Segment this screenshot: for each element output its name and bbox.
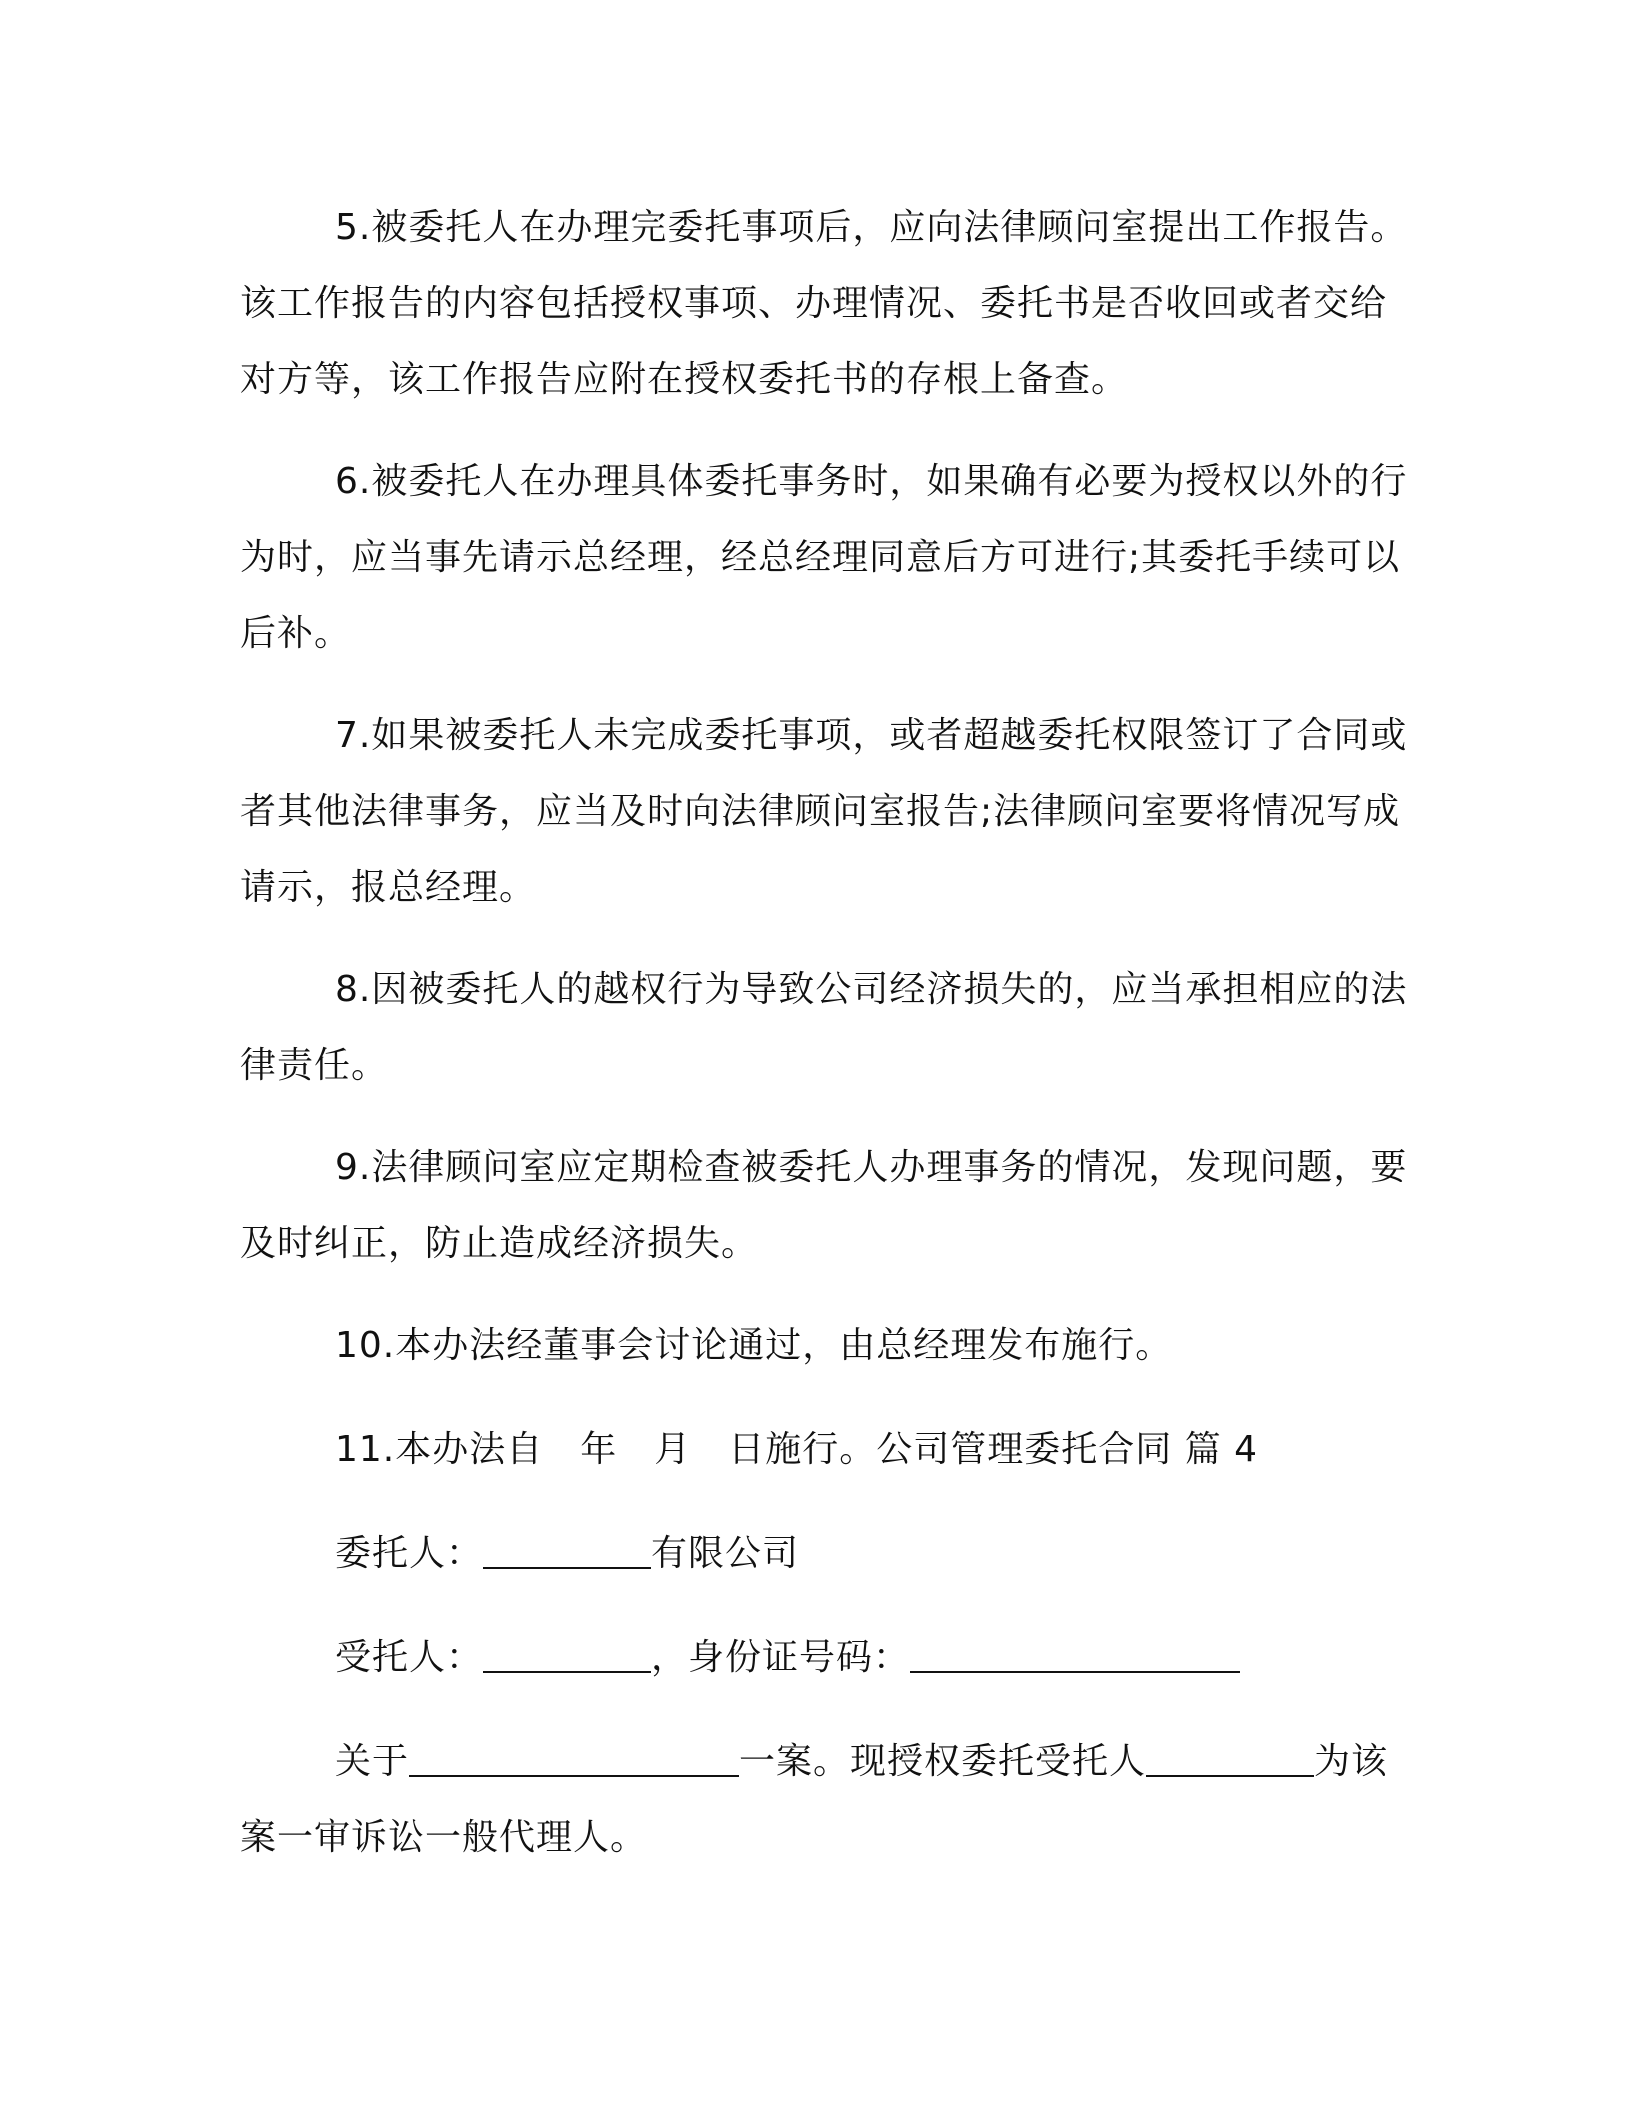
principal-suffix: 有限公司 <box>651 1533 800 1574</box>
case-agent-blank[interactable] <box>1146 1741 1314 1777</box>
agent-line <box>240 1620 1410 1696</box>
paragraph-5: 5.被委托人在办理完委托事项后，应向法律顾问室提出工作报告。该工作报告的内容包括授权事项、办理情况、委托书是否收回或者交给对方等，该工作报告应附在授权委托书的存根上备查。 <box>240 207 1408 400</box>
agent-id-blank[interactable] <box>910 1637 1240 1673</box>
principal-name-blank[interactable] <box>483 1533 651 1569</box>
paragraph-7: 7.如果被委托人未完成委托事项，或者超越委托权限签订了合同或者其他法律事务，应当及时向法律顾问室报告;法律顾问室要将情况写成请示，报总经理。 <box>240 715 1408 908</box>
agent-id-label: ，身份证号码： <box>651 1637 911 1678</box>
case-prefix: 关于 <box>335 1741 410 1782</box>
paragraph-6: 6.被委托人在办理具体委托事务时，如果确有必要为授权以外的行为时，应当事先请示总经理，经总经理同意后方可进行;其委托手续可以后补。 <box>240 461 1408 654</box>
case-middle: 一案。现授权委托受托人 <box>739 1741 1147 1782</box>
case-name-blank[interactable] <box>409 1741 739 1777</box>
case-suffix: 为该案一审诉讼一般代理人。 <box>240 1741 1389 1858</box>
case-paragraph <box>240 1724 1410 1876</box>
paragraph-8: 8.因被委托人的越权行为导致公司经济损失的，应当承担相应的法律责任。 <box>240 969 1408 1086</box>
paragraph-9: 9.法律顾问室应定期检查被委托人办理事务的情况，发现问题，要及时纠正，防止造成经济损失。 <box>240 1147 1408 1264</box>
paragraph-11: 11.本办法自 年 月 日施行。公司管理委托合同 篇 4 <box>335 1429 1259 1470</box>
principal-label: 委托人： <box>335 1533 484 1574</box>
agent-label: 受托人： <box>335 1637 484 1678</box>
agent-name-blank[interactable] <box>483 1637 651 1673</box>
paragraph-10: 10.本办法经董事会讨论通过，由总经理发布施行。 <box>335 1325 1173 1366</box>
principal-line <box>240 1516 1410 1592</box>
document-body <box>240 190 1410 1902</box>
